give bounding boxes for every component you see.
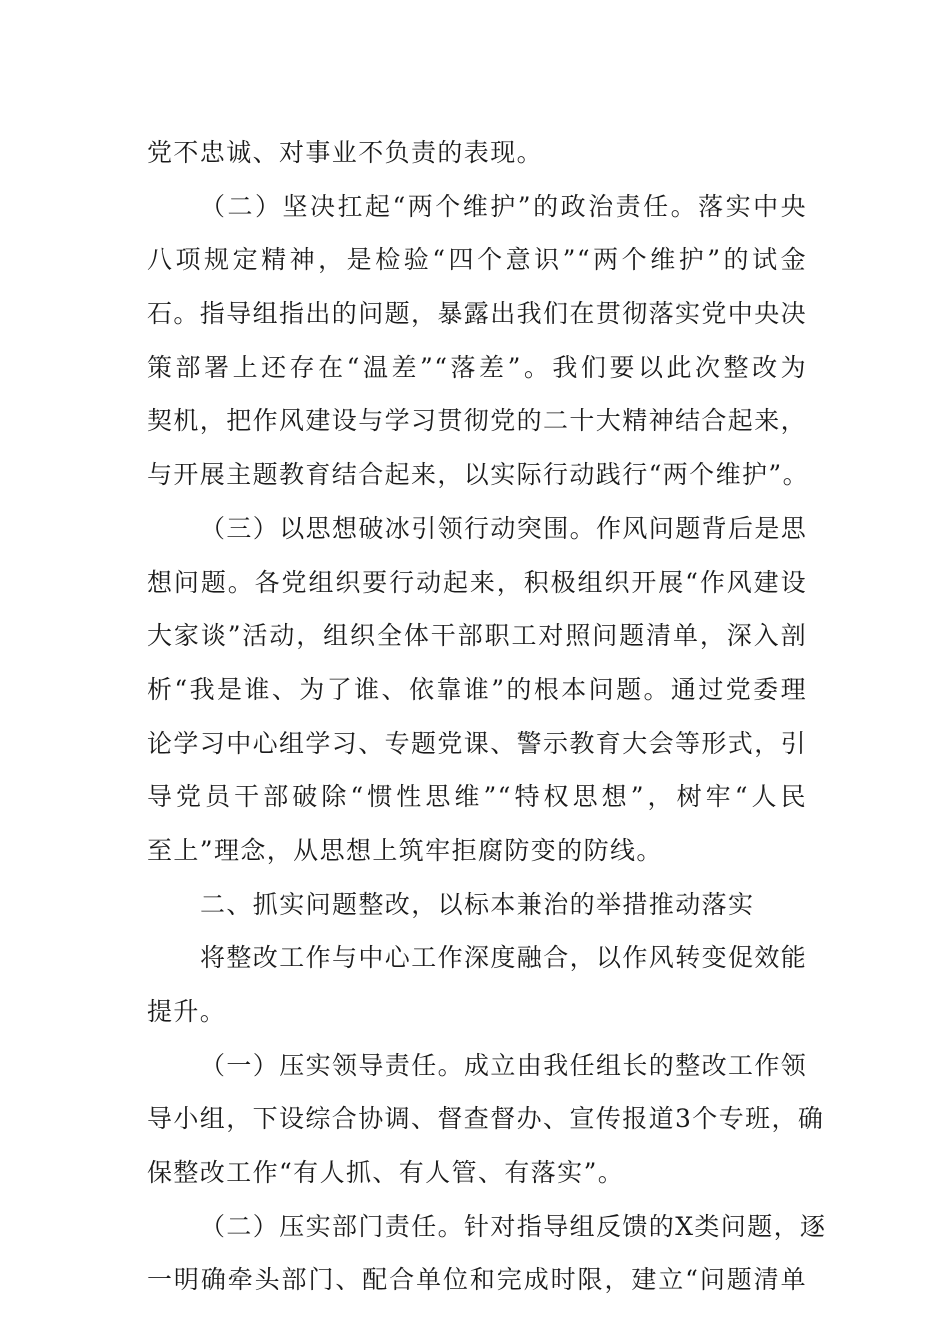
text-line: 契机，把作风建设与学习贯彻党的二十大精神结合起来， <box>147 406 808 436</box>
text-line: 八项规定精神，是检验“四个意识”“两个维护”的试金 <box>147 245 807 275</box>
text-line: 党不忠诚、对事业不负责的表现。 <box>147 138 544 167</box>
text-line: 大家谈”活动，组织全体干部职工对照问题清单，深入剖 <box>147 621 807 651</box>
text-line: 论学习中心组学习、专题党课、警示教育大会等形式，引 <box>147 728 808 758</box>
text-line: 导小组，下设综合协调、督查督办、宣传报道3个专班，确 <box>147 1104 825 1134</box>
text-line: 析“我是谁、为了谁、依靠谁”的根本问题。通过党委理 <box>147 674 807 704</box>
text-line: （三）以思想破冰引领行动突围。作风问题背后是思 <box>200 513 808 543</box>
text-line: 导党员干部破除“惯性思维”“特权思想”，树牢“人民 <box>147 782 807 812</box>
text-line: 策部署上还存在“温差”“落差”。我们要以此次整改为 <box>147 352 807 382</box>
text-line: 将整改工作与中心工作深度融合，以作风转变促效能 <box>200 943 808 973</box>
text-line: 保整改工作“有人抓、有人管、有落实”。 <box>147 1158 625 1188</box>
text-line: 想问题。各党组织要行动起来，积极组织开展“作风建设 <box>147 567 807 597</box>
text-line: 至上”理念，从思想上筑牢拒腐防变的防线。 <box>147 835 663 865</box>
document-body <box>147 126 827 1307</box>
text-line: （一）压实领导责任。成立由我任组长的整改工作领 <box>200 1050 808 1080</box>
text-line: 一明确牵头部门、配合单位和完成时限，建立“问题清单 <box>147 1265 807 1295</box>
text-line: （二）压实部门责任。针对指导组反馈的X类问题，逐 <box>200 1211 827 1241</box>
text-line: 与开展主题教育结合起来，以实际行动践行“两个维护”。 <box>147 460 809 490</box>
text-line: （二）坚决扛起“两个维护”的政治责任。落实中央 <box>200 191 807 221</box>
text-line: 提升。 <box>147 997 227 1026</box>
text-line: 石。指导组指出的问题，暴露出我们在贯彻落实党中央决 <box>147 299 808 329</box>
section-heading: 二、抓实问题整改，以标本兼治的举措推动落实 <box>200 889 755 919</box>
